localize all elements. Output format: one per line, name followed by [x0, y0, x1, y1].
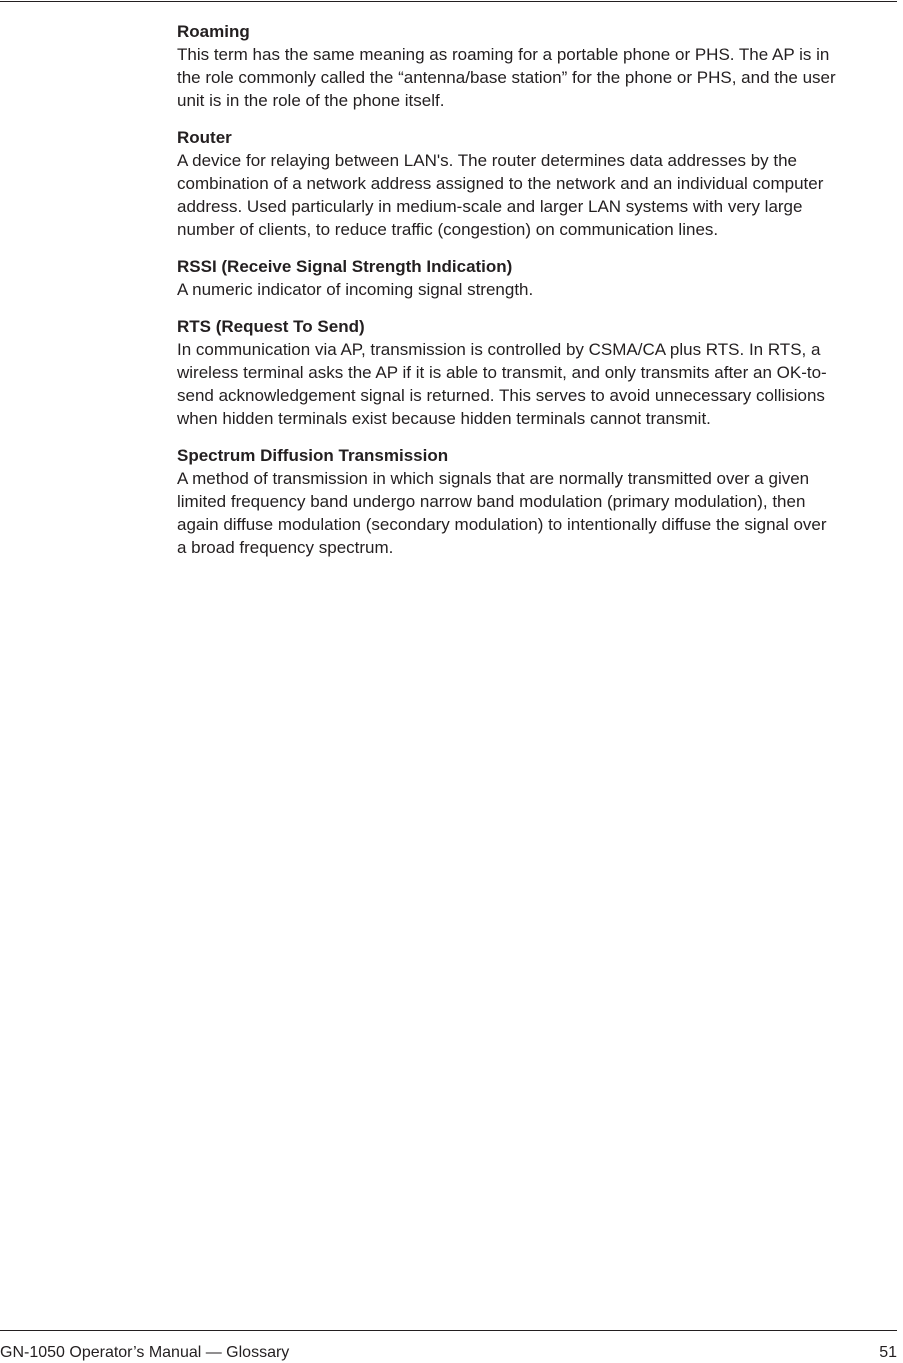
glossary-definition: A device for relaying between LAN's. The router determines data addresses by the combination of a network address assigned to the network and an individual computer address. Used particularly in medium-scale and larger LAN systems with very large number of clients, to reduce traffic (congestion) on communication lines.: [177, 151, 824, 239]
footer-title: GN-1050 Operator’s Manual — Glossary: [0, 1344, 290, 1361]
glossary-entry-rts: [177, 315, 899, 430]
footer-rule: [0, 1330, 897, 1331]
glossary-entry-roaming: [177, 20, 899, 112]
glossary-entry-router: [177, 126, 899, 241]
glossary-term: Spectrum Diffusion Transmission: [177, 446, 449, 465]
glossary-definition: A numeric indicator of incoming signal strength.: [177, 280, 534, 299]
glossary-entry-rssi: [177, 255, 899, 301]
glossary-term: RSSI (Receive Signal Strength Indication): [177, 257, 513, 276]
glossary-term: RTS (Request To Send): [177, 317, 365, 336]
glossary-definition: This term has the same meaning as roaming for a portable phone or PHS. The AP is in the role commonly called the “antenna/base station” for the phone or PHS, and the user unit is in the role of the phone itself.: [177, 45, 836, 110]
glossary-entry-spectrum-diffusion: [177, 444, 899, 559]
page-number: 51: [879, 1344, 897, 1361]
glossary-term: Router: [177, 128, 232, 147]
top-rule: [0, 1, 897, 2]
glossary-definition: In communication via AP, transmission is controlled by CSMA/CA plus RTS. In RTS, a wireless terminal asks the AP if it is able to transmit, and only transmits after an OK-to- send acknowledgement signal is returned. This serves to avoid unnecessary collisions when hidden terminals exist because hidden terminals cannot transmit.: [177, 340, 827, 428]
glossary-list: [177, 20, 899, 573]
glossary-term: Roaming: [177, 22, 250, 41]
glossary-definition: A method of transmission in which signals that are normally transmitted over a given limited frequency band undergo narrow band modulation (primary modulation), then again diffuse modulation (secondary modulation) to intentionally diffuse the signal over a broad frequency spectrum.: [177, 469, 827, 557]
